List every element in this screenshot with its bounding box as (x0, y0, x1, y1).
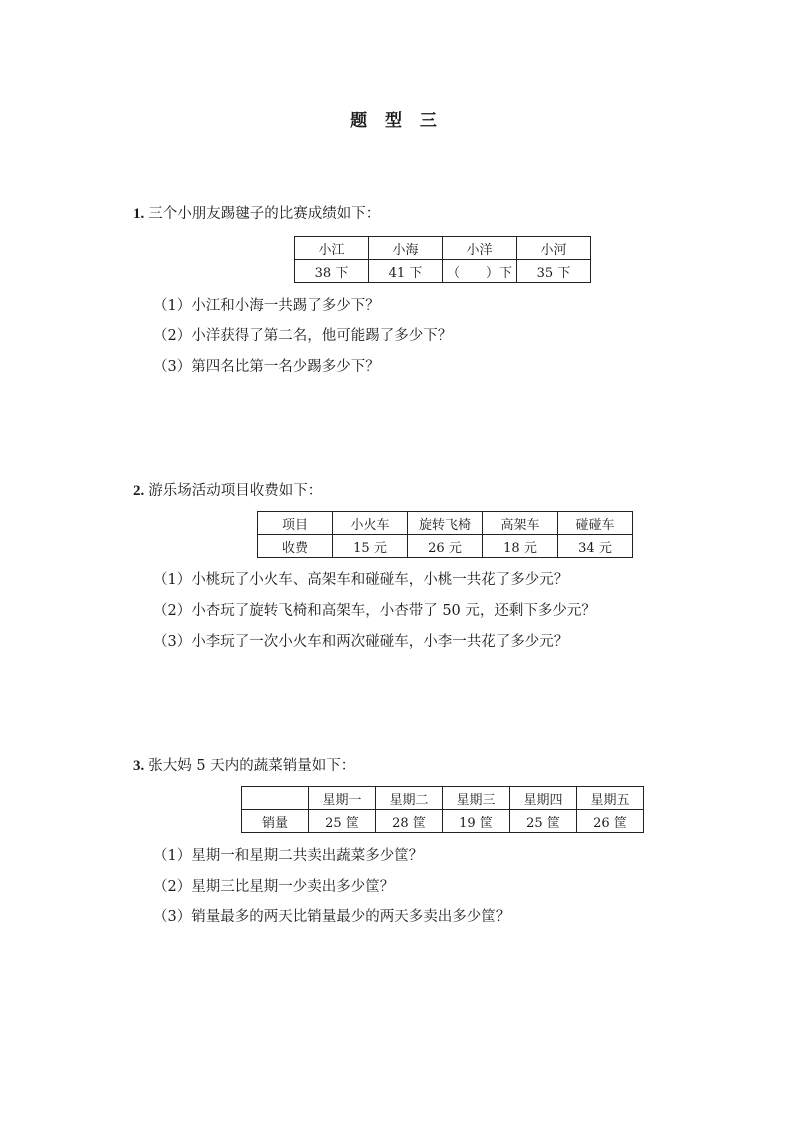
table-cell: 小河 (517, 237, 591, 260)
table-cell: 旋转飞椅 (408, 512, 483, 535)
problem-1-heading (133, 204, 693, 224)
problem-prompt: 三个小朋友踢毽子的比赛成绩如下： (148, 206, 381, 222)
table-cell: 18 元 (483, 535, 558, 558)
table-cell: 项目 (258, 512, 333, 535)
question-2-1: （1）小桃玩了小火车、高架车和碰碰车，小桃一共花了多少元？ (153, 572, 569, 588)
table-cell: 碰碰车 (558, 512, 633, 535)
table-cell: 小火车 (333, 512, 408, 535)
table-cell: 28 筐 (376, 810, 443, 833)
question-1-2: （2）小洋获得了第二名，他可能踢了多少下？ (153, 328, 453, 344)
table-cell: 35 下 (517, 260, 591, 283)
problem-3-heading (133, 756, 693, 776)
table-header-row (295, 237, 591, 260)
question-2-2: （2）小杏玩了旋转飞椅和高架车，小杏带了 50 元，还剩下多少元？ (153, 603, 596, 619)
table-row (258, 535, 633, 558)
problem-1-table (294, 236, 591, 283)
table-cell: 星期三 (443, 787, 510, 810)
table-cell: 星期四 (510, 787, 577, 810)
question-1-3: （3）第四名比第一名少踢多少下？ (153, 359, 380, 375)
table-cell: 收费 (258, 535, 333, 558)
question-3-2: （2）星期三比星期一少卖出多少筐？ (153, 879, 395, 895)
table-header-row (258, 512, 633, 535)
table-cell: 星期一 (309, 787, 376, 810)
table-cell: 小江 (295, 237, 369, 260)
problem-number: 2. (133, 483, 145, 499)
table-cell: 小洋 (443, 237, 517, 260)
problem-number: 1. (133, 206, 145, 222)
problem-3-table (241, 786, 644, 833)
table-cell: 34 元 (558, 535, 633, 558)
table-cell: 26 元 (408, 535, 483, 558)
question-3-1: （1）星期一和星期二共卖出蔬菜多少筐？ (153, 848, 424, 864)
table-cell: 15 元 (333, 535, 408, 558)
problem-2-heading (133, 481, 693, 501)
page-title: 题 型 三 (350, 111, 443, 131)
table-row (242, 810, 644, 833)
table-cell: 25 筐 (309, 810, 376, 833)
problem-2-table (257, 511, 633, 558)
table-cell: 星期五 (577, 787, 644, 810)
table-cell: 星期二 (376, 787, 443, 810)
table-header-row (242, 787, 644, 810)
question-2-3: （3）小李玩了一次小火车和两次碰碰车，小李一共花了多少元？ (153, 634, 569, 650)
table-cell: （ ）下 (443, 260, 517, 283)
table-cell: 25 筐 (510, 810, 577, 833)
question-3-3: （3）销量最多的两天比销量最少的两天多卖出多少筐？ (153, 909, 511, 925)
table-cell: 销量 (242, 810, 309, 833)
table-cell: 小海 (369, 237, 443, 260)
table-cell: 26 筐 (577, 810, 644, 833)
problem-number: 3. (133, 758, 145, 774)
table-cell (242, 787, 309, 810)
table-row (295, 260, 591, 283)
table-cell: 高架车 (483, 512, 558, 535)
table-cell: 19 筐 (443, 810, 510, 833)
problem-prompt: 张大妈 5 天内的蔬菜销量如下： (148, 758, 356, 774)
problem-prompt: 游乐场活动项目收费如下： (148, 483, 323, 499)
table-cell: 41 下 (369, 260, 443, 283)
table-cell: 38 下 (295, 260, 369, 283)
question-1-1: （1）小江和小海一共踢了多少下？ (153, 298, 380, 314)
